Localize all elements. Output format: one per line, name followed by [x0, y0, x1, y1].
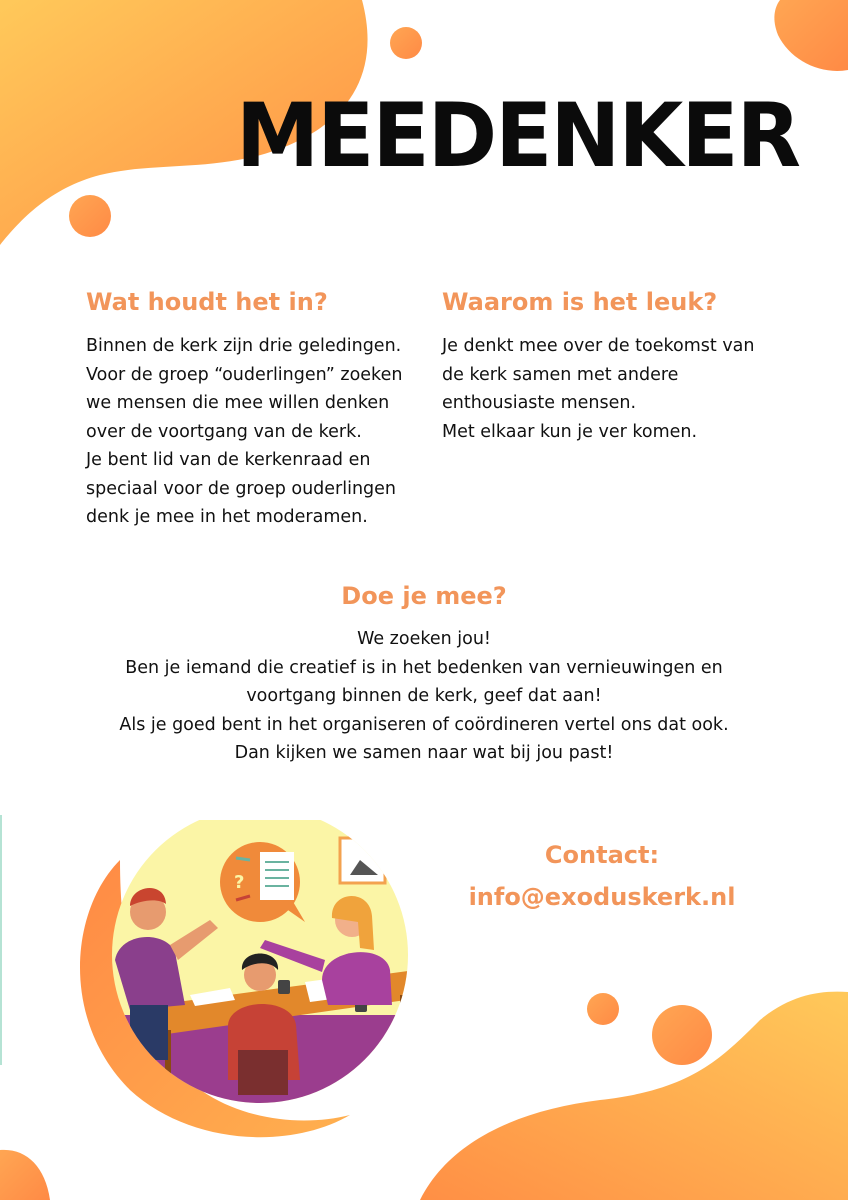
left-line: speciaal voor de groep ouderlingen	[86, 478, 397, 499]
left-line: over de voortgang van de kerk.	[86, 421, 362, 442]
question-mark-icon: ?	[234, 872, 245, 893]
left-line: Binnen de kerk zijn drie geledingen.	[86, 336, 402, 356]
contact-label: Contact:	[544, 841, 660, 869]
join-body	[0, 625, 848, 768]
join-line: voortgang binnen de kerk, geef dat aan!	[246, 686, 602, 706]
right-body	[442, 332, 755, 446]
left-heading: Wat houdt het in?	[86, 288, 328, 316]
left-line: Je bent lid van de kerkenraad en	[86, 450, 371, 470]
bottom-right-blob	[420, 992, 848, 1200]
dot-bottom-large	[652, 1005, 712, 1065]
page-title: MEEDENKER	[236, 84, 800, 187]
dot-left	[69, 195, 111, 237]
left-line: Voor de groep “ouderlingen” zoeken	[86, 364, 403, 385]
left-line: we mensen die mee willen denken	[86, 393, 390, 413]
bottom-left-blob	[0, 1150, 50, 1200]
dot-top	[390, 27, 422, 59]
left-body	[86, 332, 402, 532]
left-edge-line	[0, 815, 2, 1065]
contact-email[interactable]: info@exoduskerk.nl	[468, 883, 736, 911]
document-icon	[260, 852, 294, 900]
join-line: We zoeken jou!	[357, 629, 491, 649]
join-line: Als je goed bent in het organiseren of coördineren vertel ons dat ook.	[119, 714, 729, 735]
join-line: Ben je iemand die creatief is in het bedenken van vernieuwingen en	[125, 657, 723, 678]
top-right-blob	[774, 0, 848, 71]
left-line: denk je mee in het moderamen.	[86, 507, 368, 527]
join-line: Dan kijken we samen naar wat bij jou past!	[234, 743, 614, 763]
join-heading: Doe je mee?	[341, 582, 507, 610]
right-line: enthousiaste mensen.	[442, 393, 637, 413]
meeting-illustration	[60, 820, 420, 1150]
dot-bottom-small	[587, 993, 619, 1025]
right-line: Je denkt mee over de toekomst van	[442, 336, 755, 356]
right-line: Met elkaar kun je ver komen.	[442, 421, 698, 442]
right-line: de kerk samen met andere	[442, 364, 679, 385]
right-heading: Waarom is het leuk?	[442, 288, 718, 316]
